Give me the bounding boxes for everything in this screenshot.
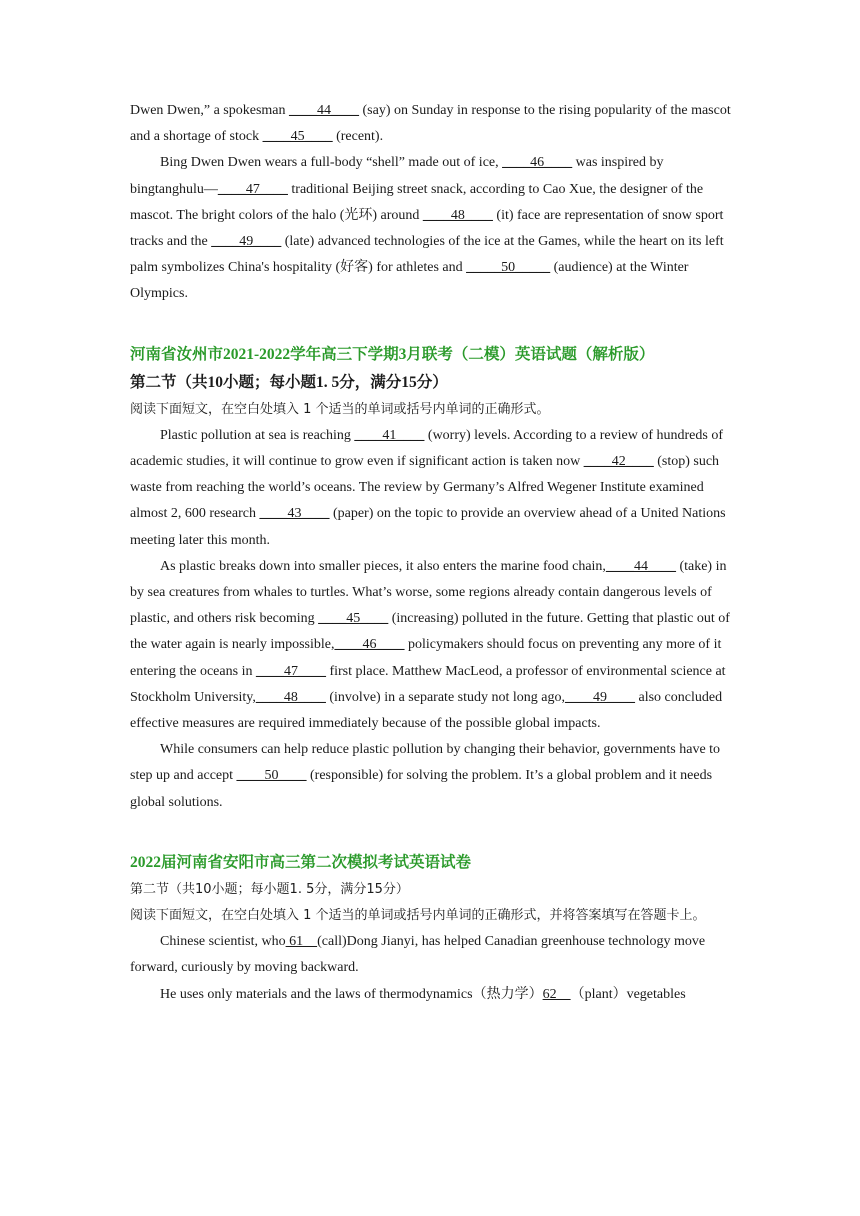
- blank-48[interactable]: ____48____: [422, 207, 493, 223]
- blank-46[interactable]: ____46____: [334, 637, 405, 653]
- section2-paragraph-1: Plastic pollution at sea is reaching ____41____ (worry) levels. According to a review of hundreds of academic studies, it will continue to grow even if significant action is taken now ____42____ (stop) such waste from reaching the world’s oceans. The review by Germany’s Alfred Wegener Institute examined almost 2, 600 research ____43____ (paper) on the topic to provide an overview ahead of a United Nations meeting later this month.: [130, 427, 726, 548]
- section2-subtitle: 第二节（共10小题；每小题1. 5分，满分15分）: [130, 373, 448, 391]
- section2-paragraph-3: While consumers can help reduce plastic pollution by changing their behavior, governments have to step up and accept ____50____ (responsible) for solving the problem. It’s a global problem and it needs global solutions.: [130, 742, 721, 810]
- section3-title: 2022届河南省安阳市高三第二次模拟考试英语试卷: [130, 853, 472, 871]
- blank-62[interactable]: 62: [542, 986, 571, 1002]
- blank-49[interactable]: ____49____: [211, 234, 282, 250]
- blank-45[interactable]: ____45____: [318, 611, 389, 627]
- blank-44[interactable]: ____44____: [289, 103, 360, 118]
- section3-paragraph-2: He uses only materials and the laws of thermodynamics（热力学）62 （plant）vegetables: [160, 986, 686, 1002]
- blank-45[interactable]: ____45____: [262, 129, 333, 145]
- section3-instruction: 阅读下面短文，在空白处填入 1 个适当的单词或括号内单词的正确形式，并将答案填写在答题卡上。: [130, 908, 706, 924]
- spacer: [130, 308, 732, 341]
- blank-41[interactable]: ____41____: [354, 427, 425, 443]
- blank-42[interactable]: ____42____: [583, 454, 654, 470]
- blank-44[interactable]: ____44____: [605, 558, 676, 574]
- blank-49[interactable]: ____49____: [564, 689, 635, 705]
- document-page: [130, 98, 732, 1008]
- section2-paragraph-2: As plastic breaks down into smaller pieces, it also enters the marine food chain,____44____ (take) in by sea creatures from whales to turtles. What’s worse, some regions already contain dangerous levels of plastic, and others risk becoming ____45____ (increasing) polluted in the future. Getting that plastic out of the water again is nearly impossible,____46____ policymakers should focus on preventing any more of it entering the oceans in ____47____ first place. Matthew MacLeod, a professor of environmental science at Stockholm University,____48____ (involve) in a separate study not long ago,____49____ also concluded effective measures are required immediately because of the possible global impacts.: [130, 558, 730, 732]
- blank-50[interactable]: _____50_____: [466, 260, 551, 276]
- passage1-paragraph-2: Bing Dwen Dwen wears a full-body “shell” made out of ice, ____46____ was inspired by bingtanghulu—____47____ traditional Beijing street snack, according to Cao Xue, the designer of the mascot. The bright colors of the halo (光环) around ____48____ (it) face are representation of snow sport tracks and the ____49____ (late) advanced technologies of the ice at the Games, while the heart on its left palm symbolizes China's hospitality (好客) for athletes and _____50_____ (audience) at the Winter Olympics.: [130, 155, 724, 302]
- blank-47[interactable]: ____47____: [217, 181, 288, 197]
- section2-instruction: 阅读下面短文，在空白处填入 1 个适当的单词或括号内单词的正确形式。: [130, 401, 550, 417]
- blank-61[interactable]: 61: [285, 934, 318, 950]
- spacer: [130, 816, 732, 849]
- section3-subtitle: 第二节（共10小题；每小题1. 5分，满分15分）: [130, 881, 409, 897]
- passage1-paragraph-1: Dwen Dwen,” a spokesman ____44____ (say) on Sunday in response to the rising popularity of the mascot and a shortage of stock ____45____ (recent).: [130, 103, 731, 145]
- section3-paragraph-1: Chinese scientist, who 61 (call)Dong Jianyi, has helped Canadian greenhouse technology move forward, curiously by moving backward.: [130, 934, 706, 976]
- blank-46[interactable]: ____46____: [502, 155, 573, 171]
- blank-48[interactable]: ____48____: [255, 689, 326, 705]
- blank-47[interactable]: ____47____: [255, 663, 326, 679]
- section2-title: 河南省汝州市2021-2022学年高三下学期3月联考（二模）英语试题（解析版）: [130, 345, 655, 363]
- blank-50[interactable]: ____50____: [236, 768, 307, 784]
- blank-43[interactable]: ____43____: [259, 506, 330, 522]
